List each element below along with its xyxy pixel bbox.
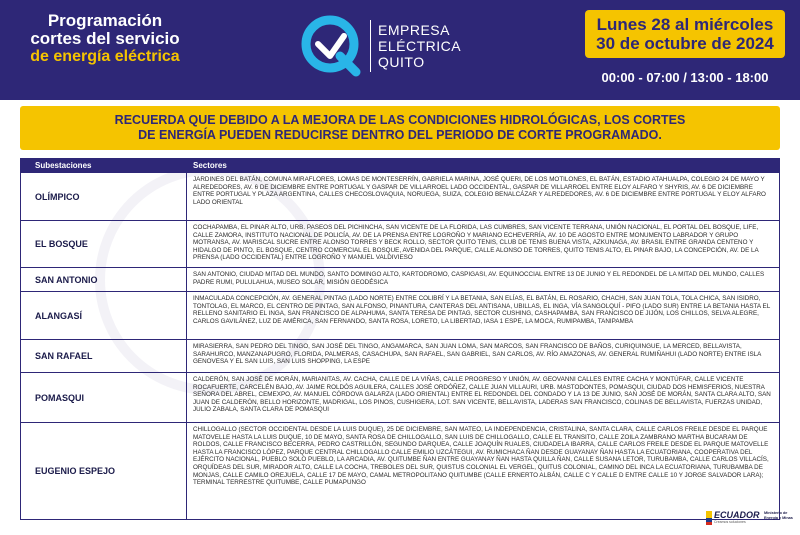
table-row bbox=[21, 291, 779, 339]
date-line-1: Lunes 28 al miércoles bbox=[596, 15, 774, 34]
table-row bbox=[21, 339, 779, 372]
table-row bbox=[21, 372, 779, 422]
substation-name: OLÍMPICO bbox=[21, 173, 187, 220]
title-line-1: Programación bbox=[47, 11, 163, 30]
title-line-3: de energía eléctrica bbox=[30, 48, 180, 65]
date-line-2: 30 de octubre de 2024 bbox=[596, 34, 774, 53]
brand-line-1: EMPRESA bbox=[378, 22, 450, 38]
ministry-name: Ministerio de Energía y Minas bbox=[764, 511, 793, 520]
sector-list: CALDERÓN, SAN JOSÉ DE MORÁN, MARIANITAS, AV. CACHA, CALLE DE LA VIÑAS, CALLE PROGRESO Y UNIÓN, AV. GEOVANNI CALLES ENTRE CACHA Y MONTÚFAR, CALLE VICENTE ROCAFUERTE, CARCELÉN BAJO, AV. JAIME ROLDÓS AGUILERA, CALLES JOSÉ ORDÓÑEZ, CALLE JUAN VILLAURI, URB. MASTODONTES, POMASQUI, CIUDAD DOS HEMISFERIOS, NUESTRA SEÑORA DEL ABREL, CEMEXPO, AV. MANUEL CÓRDOVA GALARZA (LADO ORIENTAL) ENTRE EL REDONDEL DEL CONDADO Y LA 13 DE JUNIO, SAN JOSÉ DE MORÁN, SANTA CLARA ALTO, SAN JUAN DE CALDERÓN, BELLO HORIZONTE, MADRIGAL, LOS PINOS, CUSHIGERA, LOT. SAN VICENTE, BELLAVISTA, LADERAS SAN FRANCISCO, COLINAS DE BELLAVISTA, FUERZAS UNIDAD, JULIO ZABALA, SANTA CLARA DE POMASQUI bbox=[193, 376, 771, 414]
substation-name: SAN RAFAEL bbox=[21, 340, 187, 372]
substation-name: ALANGASÍ bbox=[21, 292, 187, 339]
table-header bbox=[21, 159, 779, 173]
logo-separator bbox=[370, 20, 371, 72]
substation-name: EUGENIO ESPEJO bbox=[21, 423, 187, 519]
notice-line-1: RECUERDA QUE DEBIDO A LA MEJORA DE LAS CONDICIONES HIDROLÓGICAS, LOS CORTES bbox=[114, 113, 686, 127]
substation-name: SAN ANTONIO bbox=[21, 268, 187, 291]
time-range: 00:00 - 07:00 / 13:00 - 18:00 bbox=[601, 70, 769, 85]
header-sectors: Sectores bbox=[193, 161, 227, 170]
date-range-box bbox=[585, 10, 785, 58]
schedule-table bbox=[20, 158, 780, 520]
company-name bbox=[378, 22, 461, 70]
brand-line-3: QUITO bbox=[378, 54, 425, 70]
sector-list: MIRASIERRA, SAN PEDRO DEL TINGO, SAN JOSÉ DEL TINGO, ANGAMARCA, SAN JUAN LOMA, SAN MARCOS, SAN FRANCISCO DE BAÑOS, CURIQUINGUE, LA MERCED, BELLAVISTA, SARAHURCO, MANZANAPUGRO, FLORIDA, PALMERAS, CASACHUPA, SAN RAFAEL, SAN GABRIEL, SAN CARLOS, AV. RÍO AMAZONAS, AV. GENERAL RUMIÑAHUI (LADO NORTE) ENTRE ISLA GENOVESA Y EL SAN LUIS, SAN LUIS SHOPPING, LA ESPE bbox=[193, 343, 762, 366]
ecuador-logo: ECUADOR bbox=[714, 510, 760, 520]
substation-name: EL BOSQUE bbox=[21, 221, 187, 267]
sector-list: JARDINES DEL BATÁN, COMUNA MIRAFLORES, LOMAS DE MONTESERRÍN, GABRIELA MARINA, JOSÉ QUERI, DE LOS MOTILONES, EL BATÁN, ESTADIO ATAHUALPA, COLEGIO 24 DE MAYO Y ALREDEDORES, AV. 6 DE DICIEMBRE ENTRE PORTUGAL Y GASPAR DE VILLARROEL LADO OCCIDENTAL, GASPAR DE VILLARROEL ENTRE ELOY ALFARO Y SHYRIS, AV. 6 DE DICIEMBRE ENTRE PORTUGAL Y PLAZA ARGENTINA, CALLES CHECOSLOVAQUIA, NORUEGA, SUIZA, COLEGIO BENALCÁZAR Y ALREDEDORES, AV. 6 DE DICIEMBRE ENTRE PORTUGAL Y ELOY ALFARO LADO ORIENTAL bbox=[193, 176, 766, 206]
table-row bbox=[21, 173, 779, 220]
company-logo bbox=[300, 14, 490, 78]
header-substations: Subestaciones bbox=[35, 161, 92, 170]
sector-list: SAN ANTONIO, CIUDAD MITAD DEL MUNDO, SANTO DOMINGO ALTO, KARTODROMO, CASPIGASI, AV. EQUINOCCIAL ENTRE 13 DE JUNIO Y EL REDONDEL DE LA MITAD DEL MUNDO, CALLES PADRE RUMI, PULULAHUA, MUSEO SOLAR, MISIÓN GEODÉSICA bbox=[193, 271, 765, 286]
header-title bbox=[20, 12, 190, 66]
table-row bbox=[21, 267, 779, 291]
table-row bbox=[21, 422, 779, 519]
brand-line-2: ELÉCTRICA bbox=[378, 38, 462, 54]
sector-list: CHILLOGALLO (SECTOR OCCIDENTAL DESDE LA LUIS DUQUE), 25 DE DICIEMBRE, SAN MATEO, LA INDEPENDENCIA, CRISTALINA, SANTA CLARA, CALLE CARLOS FREILE DESDE EL PARQUE MATOVELLE HASTA LA LUIS DUQUE, 10 DE MAYO, SANTA ROSA DE CHILLOGALLO, SAN LUIS DE CHILLOGALLO, CALLE EL TRANSITO, CALLE ZOILA ZAMBRANO MARTHA BUCARAM DE ROLDOS, CALLE FRANCISCO BECERRA, PEDRO CASTRILLÓN, SEGUNDO DARQUEA, CALLE JOAQUÍN RUALES, CIUDADELA IBARRA, CALLE CARLOS FREILE DESDE EL PARQUE MATOVELLE HASTA LA FRANCISCO LÓPEZ, PARQUE CENTRAL CHILLOGALLO CALLE EMILIO UZCÁTEGUI, AV. RUMICHACA ÑAN DESDE GUAYANAY ÑAN HASTA LA ECUATORIANA, COOPERATIVA DEL EJÉRCITO NACIONAL, PUEBLO SOLO PUEBLO, LA ARCADIA, AV. QUITUMBE ÑAN ENTRE GUAYANAY ÑAN HASTA QUILLA ÑAN, CALLE SUSANA LETOR, TURUBAMBA, CALLE CARLOS VILLACÍS, ORQUÍDEAS DEL SUR, MIRADOR ALTO, CALLE LA COCHA, TREBOLES DEL SUR, QUISTUS COLONIAL EL VERGEL, QUITUS COLONIAL, CAMINO DEL INCA LA ECUATORIANA, TURUBAMBA DE MONJAS, CALLE CAMILO OREJUELA, CALLE 17 DE MAYO, CAMAL METROPOLITANO QUITUMBE (CALLE ERNERTO ALBÁN, CALLE C Y CALLE D ENTRE CALLE 10 Y JORGE SALVADOR LARA); TERMINAL TERRESTRE QUITUMBE, CALLE PUMAPUNGO bbox=[193, 426, 769, 487]
header-banner bbox=[0, 0, 800, 100]
ecuador-slogan: Creamos soluciones bbox=[714, 520, 746, 524]
title-line-2: cortes del servicio bbox=[30, 29, 180, 48]
substation-name: POMASQUI bbox=[21, 373, 187, 422]
sector-list: INMACULADA CONCEPCIÓN, AV. GENERAL PINTAG (LADO NORTE) ENTRE COLIBRÍ Y LA BETANIA, SAN ELÍAS, EL BATÁN, EL ROSARIO, CHACHI, SAN JUAN TOLA, TOLA CHICA, SAN ISIDRO, TONTOLAG, EL MARCO, EL CENTRO DE PINTAG, SAN ALFONSO, PINANTURA, CANTERAS DEL ANTISANA, UBILLAS, EL INGA, VÍA SANGOLQUÍ - PIFO (LADO SUR) ENTRE LA BETANIA HASTA EL RELLENO SANITARIO EL INGA, SAN FRANCISCO DE ALPAHUMA, SANTA TERESA DE PINTAG, SECTOR CUSHING, CASHAPAMBA, SAN FRANCISCO DE JIJÓN, LOS CHILLOS, SELVA ALEGRE, CARLOS GAVILÁNEZ, LUZ DE AMÉRICA, SAN FERNANDO, SANTA ROSA, LORETO, LA LIBERTAD, IASA 1 ESPE, LA MOCA, RUMIPAMBA, TANIPAMBA bbox=[193, 295, 770, 325]
company-logo-icon bbox=[300, 14, 364, 78]
flag-icon bbox=[706, 511, 712, 525]
table-row bbox=[21, 220, 779, 267]
footer-logos bbox=[706, 509, 793, 527]
notice-line-2: DE ENERGÍA PUEDEN REDUCIRSE DENTRO DEL PERIODO DE CORTE PROGRAMADO. bbox=[138, 128, 662, 142]
sector-list: COCHAPAMBA, EL PINAR ALTO, URB. PASEOS DEL PICHINCHA, SAN VICENTE DE LA FLORIDA, LAS CUMBRES, SAN VICENTE TERRANA, UNIÓN NACIONAL, EL PORTAL DEL BOSQUE, LIFE, CALLE ZAMORA, INSTITUTO NACIONAL DE POLICÍA, AV. DE LA PRENSA ENTRE LOGROÑO Y MARIANO ECHEVERRÍA, AV. 10 DE AGOSTO ENTRE MONUMENTO LABRADOR Y GRUPO MOTRANSA, AV. MARISCAL SUCRE ENTRE ALONSO TORRES Y BECK ROLLO, SECTOR QUITO TENIS, CLUB DE TENIS BUENA VISTA, AZKUNAGA, AV. BRASIL ENTRE GRANDA CENTENO Y HIDALGO DE PINTO, EL BOSQUE, CENTRO COMERCIAL EL BOSQUE, AVENIDA DEL PARQUE, CALLE ALONSO DE TORRES, QUITO TENIS ALTO, EL PINAR BAJO, LA CONCEPCIÓN, AV. DE LA PRENSA (LADO OCCIDENTAL) ENTRE LOGROÑO Y MANUEL VALDIVIESO bbox=[193, 224, 759, 262]
notice-banner bbox=[20, 106, 780, 150]
